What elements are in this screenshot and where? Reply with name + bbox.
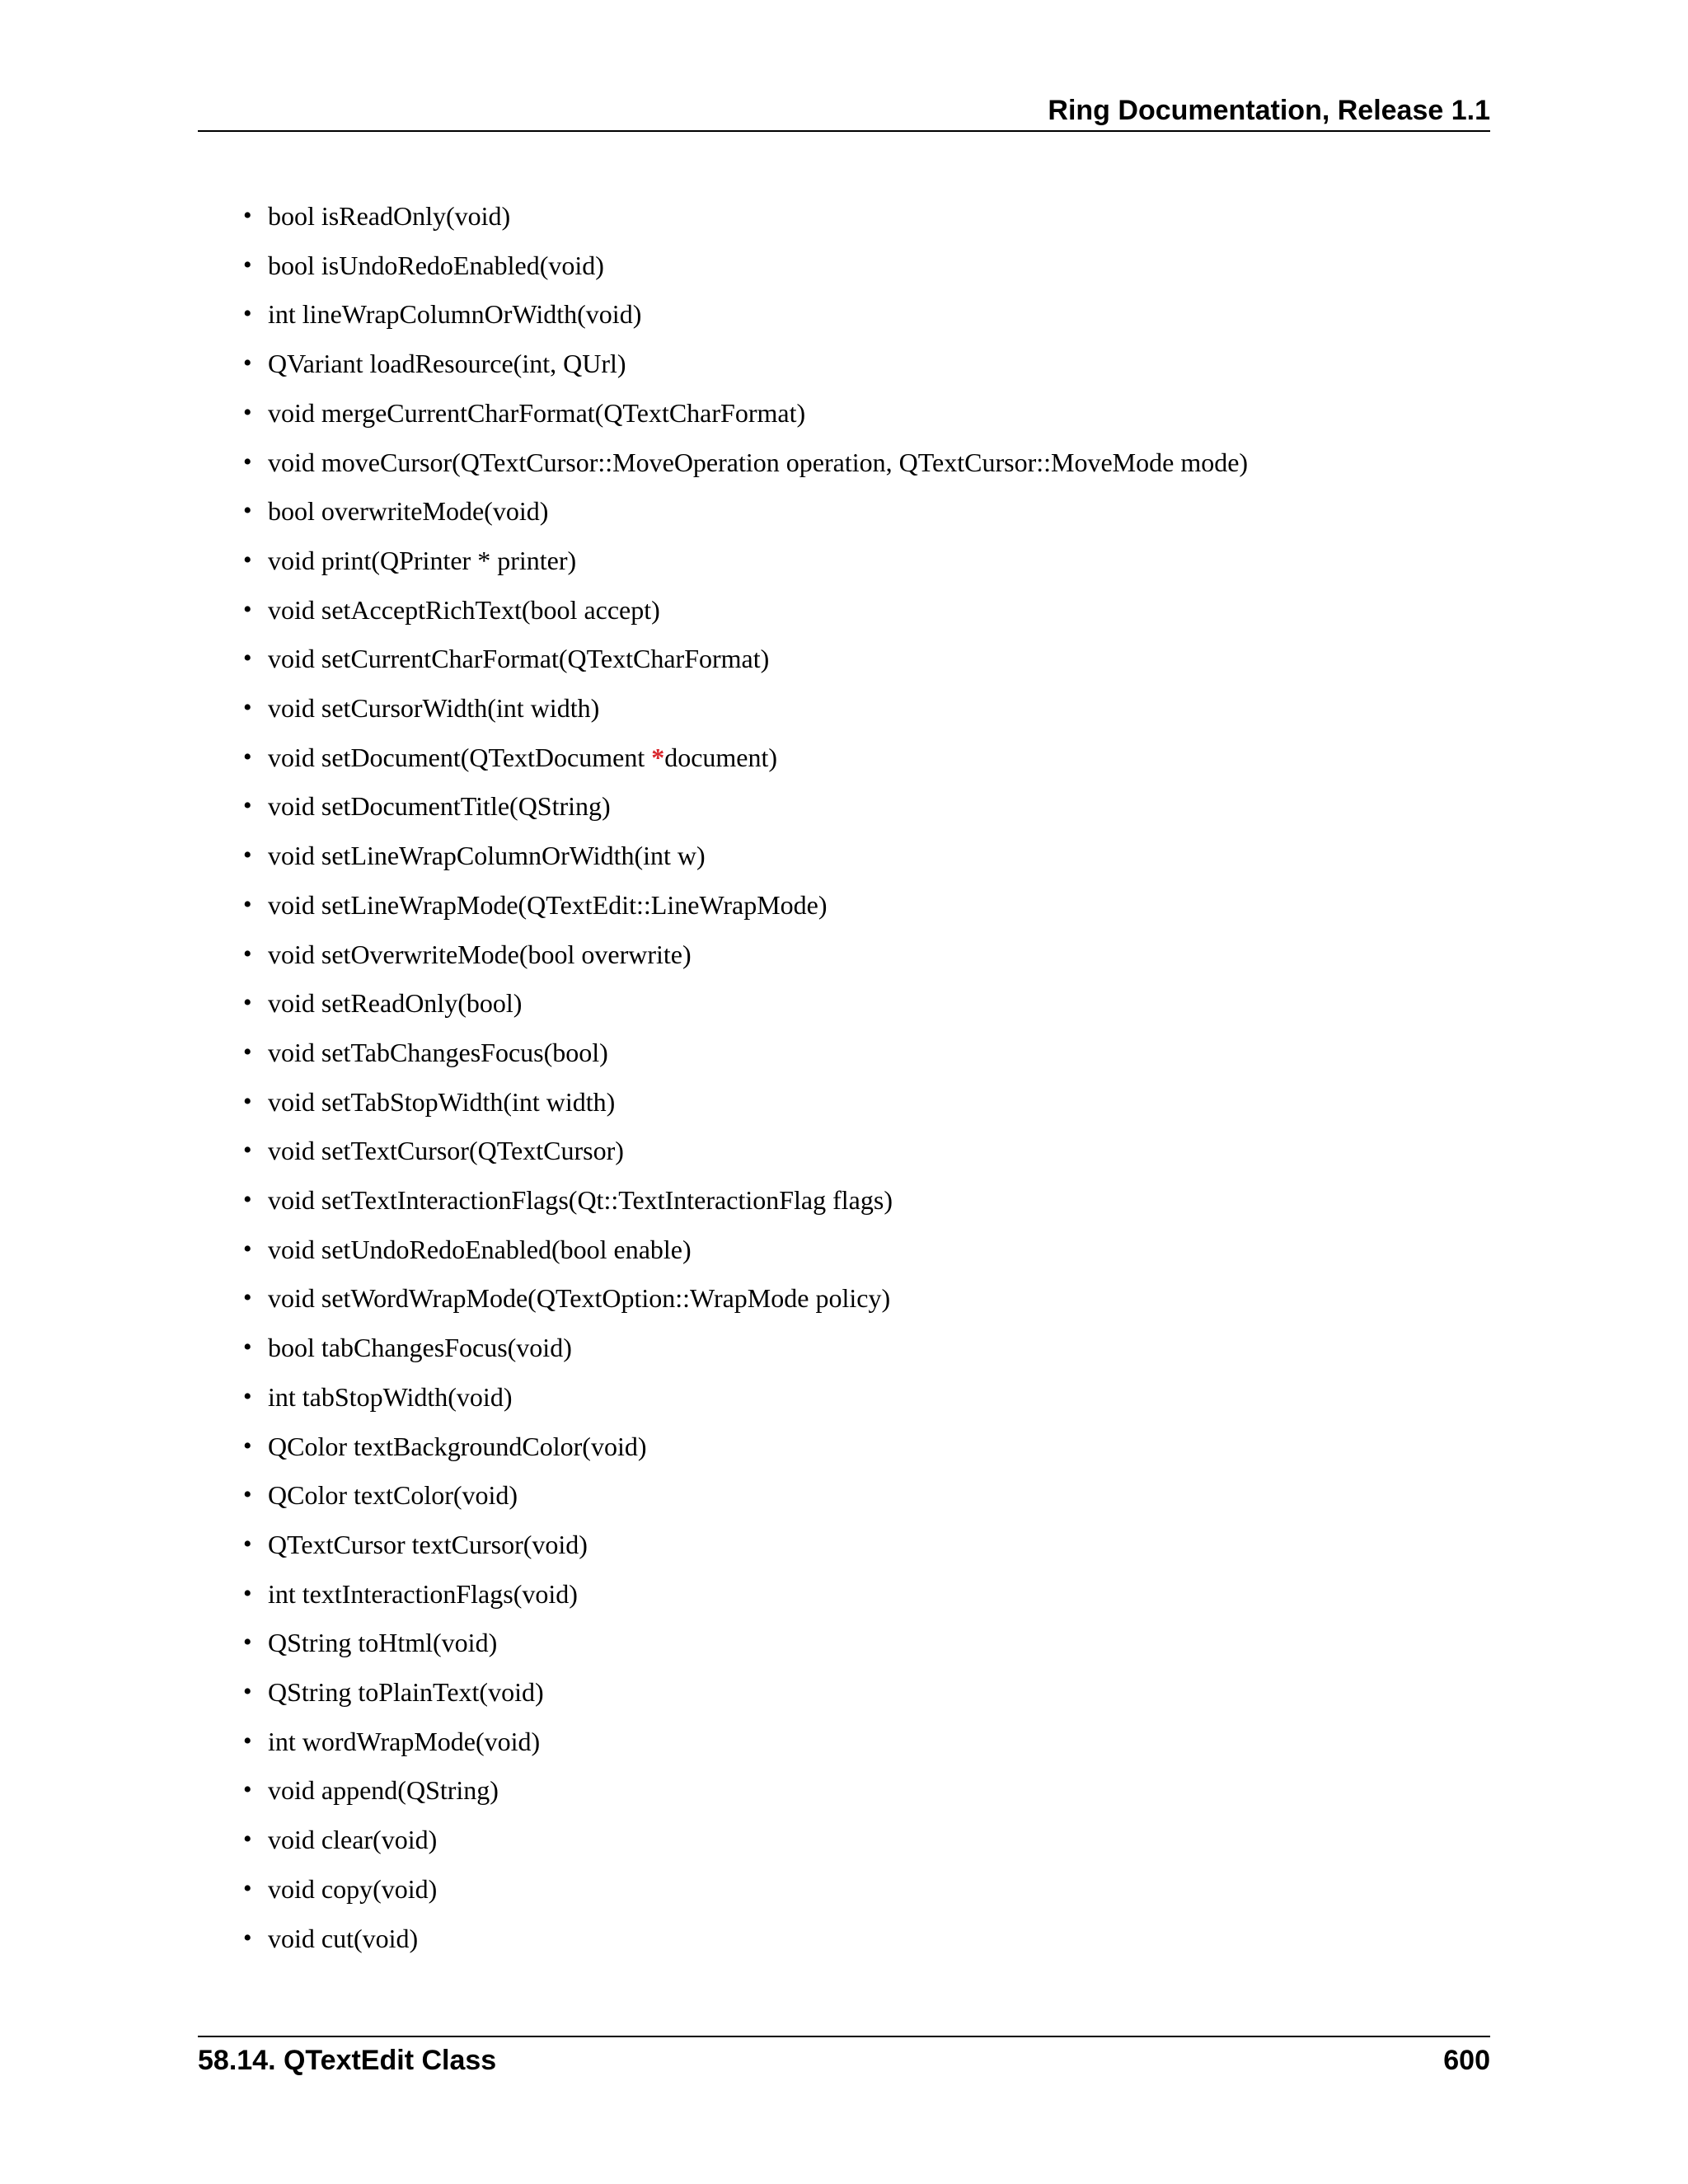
- bullet-icon: •: [243, 940, 252, 968]
- bullet-icon: •: [243, 1432, 252, 1460]
- pointer-star: *: [651, 743, 665, 772]
- method-signature: QColor textColor(void): [268, 1480, 518, 1510]
- bullet-icon: •: [243, 546, 252, 574]
- bullet-icon: •: [243, 1580, 252, 1607]
- page-header: [198, 91, 1490, 132]
- page-number: 600: [1443, 2045, 1490, 2076]
- method-signature: void setDocumentTitle(QString): [268, 791, 611, 821]
- bullet-icon: •: [243, 399, 252, 426]
- bullet-icon: •: [243, 497, 252, 524]
- bullet-icon: •: [243, 743, 252, 771]
- method-signature: void setOverwriteMode(bool overwrite): [268, 940, 692, 969]
- bullet-icon: •: [243, 1284, 252, 1311]
- bullet-icon: •: [243, 300, 252, 327]
- method-signature: void setTabChangesFocus(bool): [268, 1038, 608, 1067]
- method-signature: bool overwriteMode(void): [268, 496, 549, 526]
- bullet-icon: •: [243, 349, 252, 377]
- bullet-icon: •: [243, 448, 252, 476]
- bullet-icon: •: [243, 1776, 252, 1803]
- method-signature: void print(QPrinter * printer): [268, 546, 577, 575]
- method-signature: QTextCursor textCursor(void): [268, 1530, 588, 1559]
- method-signature: bool isUndoRedoEnabled(void): [268, 251, 604, 280]
- method-signature: void setTextCursor(QTextCursor): [268, 1136, 624, 1165]
- method-signature: void setTextInteractionFlags(Qt::TextInteractionFlag flags): [268, 1185, 893, 1215]
- method-signature: void clear(void): [268, 1825, 438, 1854]
- bullet-icon: •: [243, 694, 252, 721]
- method-signature: void setUndoRedoEnabled(bool enable): [268, 1235, 692, 1264]
- method-signature: void setTabStopWidth(int width): [268, 1087, 616, 1117]
- bullet-icon: •: [243, 792, 252, 819]
- method-signature: QString toHtml(void): [268, 1628, 498, 1657]
- bullet-icon: •: [243, 1481, 252, 1508]
- bullet-icon: •: [243, 891, 252, 918]
- bullet-icon: •: [243, 1875, 252, 1902]
- method-signature: void mergeCurrentCharFormat(QTextCharFormat): [268, 398, 806, 428]
- bullet-icon: •: [243, 1186, 252, 1213]
- method-signature: void setLineWrapMode(QTextEdit::LineWrapMode): [268, 890, 828, 920]
- bullet-icon: •: [243, 1088, 252, 1115]
- bullet-icon: •: [243, 989, 252, 1016]
- method-signature: QVariant loadResource(int, QUrl): [268, 349, 626, 378]
- bullet-icon: •: [243, 841, 252, 869]
- method-signature: QColor textBackgroundColor(void): [268, 1432, 647, 1461]
- method-signature: void setAcceptRichText(bool accept): [268, 595, 660, 625]
- method-signature: void moveCursor(QTextCursor::MoveOperation operation, QTextCursor::MoveMode mode): [268, 448, 1249, 477]
- method-signature: QString toPlainText(void): [268, 1677, 544, 1707]
- bullet-icon: •: [243, 596, 252, 623]
- section-title: 58.14. QTextEdit Class: [198, 2045, 497, 2076]
- method-signature: void setLineWrapColumnOrWidth(int w): [268, 841, 706, 870]
- bullet-icon: •: [243, 1137, 252, 1164]
- bullet-icon: •: [243, 1530, 252, 1558]
- bullet-icon: •: [243, 1678, 252, 1705]
- method-signature: void append(QString): [268, 1775, 499, 1805]
- bullet-icon: •: [243, 1383, 252, 1410]
- method-signature: void copy(void): [268, 1874, 438, 1904]
- bullet-icon: •: [243, 202, 252, 229]
- bullet-icon: •: [243, 251, 252, 279]
- bullet-icon: •: [243, 644, 252, 672]
- method-signature: void setCurrentCharFormat(QTextCharFormat): [268, 644, 770, 673]
- method-signature: int textInteractionFlags(void): [268, 1579, 578, 1609]
- bullet-icon: •: [243, 1825, 252, 1853]
- bullet-icon: •: [243, 1235, 252, 1263]
- document-title: Ring Documentation, Release 1.1: [1048, 95, 1490, 126]
- bullet-icon: •: [243, 1727, 252, 1755]
- bullet-icon: •: [243, 1038, 252, 1066]
- method-signature: int wordWrapMode(void): [268, 1727, 541, 1756]
- method-signature: void setReadOnly(bool): [268, 988, 523, 1018]
- method-signature: int tabStopWidth(void): [268, 1382, 513, 1412]
- method-signature: void setWordWrapMode(QTextOption::WrapMode policy): [268, 1283, 891, 1313]
- method-signature: void setDocument(QTextDocument *document): [268, 743, 778, 772]
- method-signature: int lineWrapColumnOrWidth(void): [268, 299, 642, 329]
- bullet-icon: •: [243, 1924, 252, 1952]
- method-signature: void setCursorWidth(int width): [268, 693, 600, 723]
- page-footer: [198, 2036, 1490, 2087]
- method-signature: void cut(void): [268, 1924, 419, 1953]
- bullet-icon: •: [243, 1629, 252, 1656]
- method-signature: bool tabChangesFocus(void): [268, 1333, 572, 1362]
- method-signature: bool isReadOnly(void): [268, 201, 511, 231]
- bullet-icon: •: [243, 1333, 252, 1361]
